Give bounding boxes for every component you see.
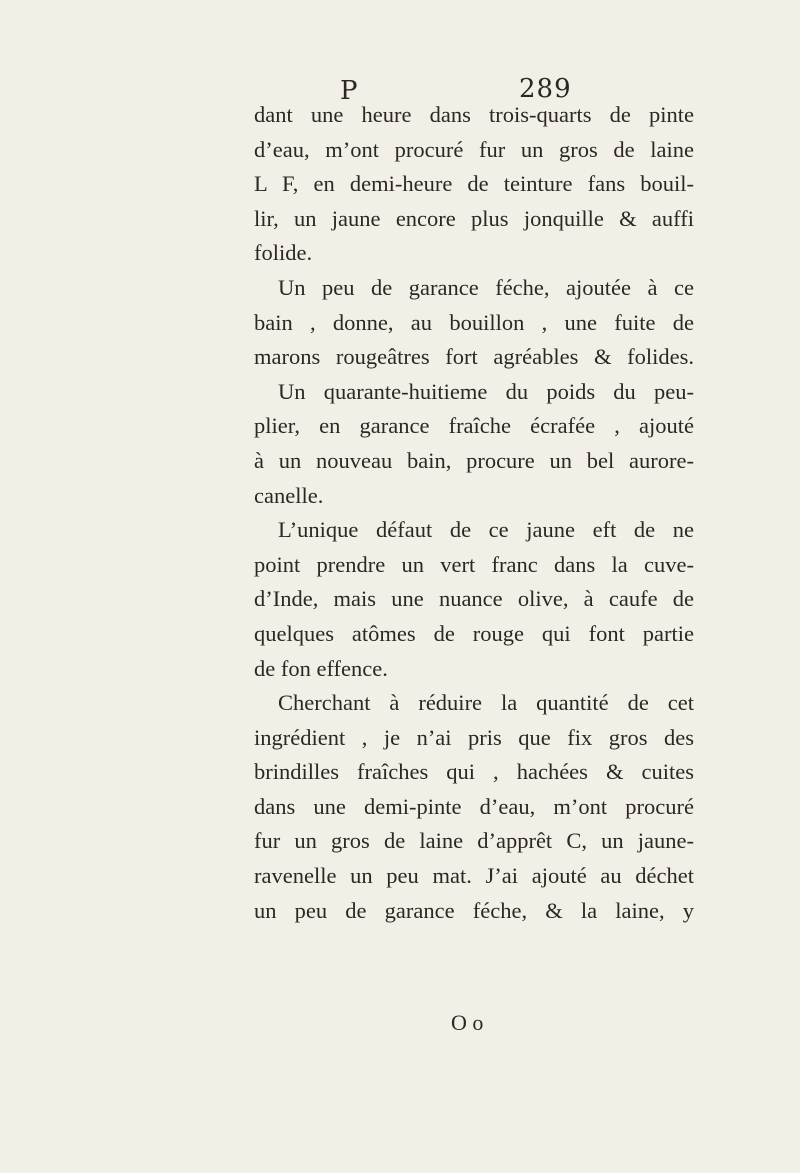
page-number: 289 — [519, 74, 572, 104]
text-line: Un peu de garance féche, ajoutée à ce — [278, 274, 694, 300]
text-line: L F, en demi-heure de teinture fans bouil- — [254, 171, 694, 197]
text-line: à un nouveau bain, procure un bel aurore- — [254, 447, 694, 473]
text-line: lir, un jaune encore plus jonquille & auffi — [254, 205, 694, 231]
text-line: un peu de garance féche, & la laine, y — [254, 897, 694, 923]
text-line: dant une heure dans trois-quarts de pinte — [254, 102, 694, 127]
text-line: quelques atômes de rouge qui font partie — [254, 620, 694, 646]
text-line: marons rougeâtres fort agréables & folides. — [254, 344, 694, 370]
text-line: Un quarante-huitieme du poids du peu- — [278, 378, 694, 404]
text-line: de fon effence. — [254, 655, 388, 681]
text-line: ravenelle un peu mat. J’ai ajouté au déchet — [254, 863, 694, 889]
text-line: Cherchant à réduire la quantité de cet — [278, 690, 694, 716]
text-line: canelle. — [254, 482, 324, 508]
text-line: brindilles fraîches qui , hachées & cuites — [254, 759, 694, 785]
text-line: L’unique défaut de ce jaune eft de ne — [278, 517, 694, 543]
body-text — [254, 98, 694, 928]
signature-mark: O o — [451, 1010, 484, 1035]
text-line: folide. — [254, 240, 313, 266]
text-line: d’eau, m’ont procuré fur un gros de laine — [254, 136, 694, 162]
running-head: P — [340, 76, 359, 106]
text-line: ingrédient , je n’ai pris que fix gros des — [254, 724, 694, 750]
text-line: dans une demi-pinte d’eau, m’ont procuré — [254, 793, 694, 819]
text-line: bain , donne, au bouillon , une fuite de — [254, 309, 694, 335]
text-line: point prendre un vert franc dans la cuve- — [254, 551, 694, 577]
text-line: fur un gros de laine d’apprêt C, un jaune- — [254, 828, 694, 854]
text-line: d’Inde, mais une nuance olive, à caufe de — [254, 586, 694, 612]
text-line: plier, en garance fraîche écrafée , ajouté — [254, 413, 694, 439]
